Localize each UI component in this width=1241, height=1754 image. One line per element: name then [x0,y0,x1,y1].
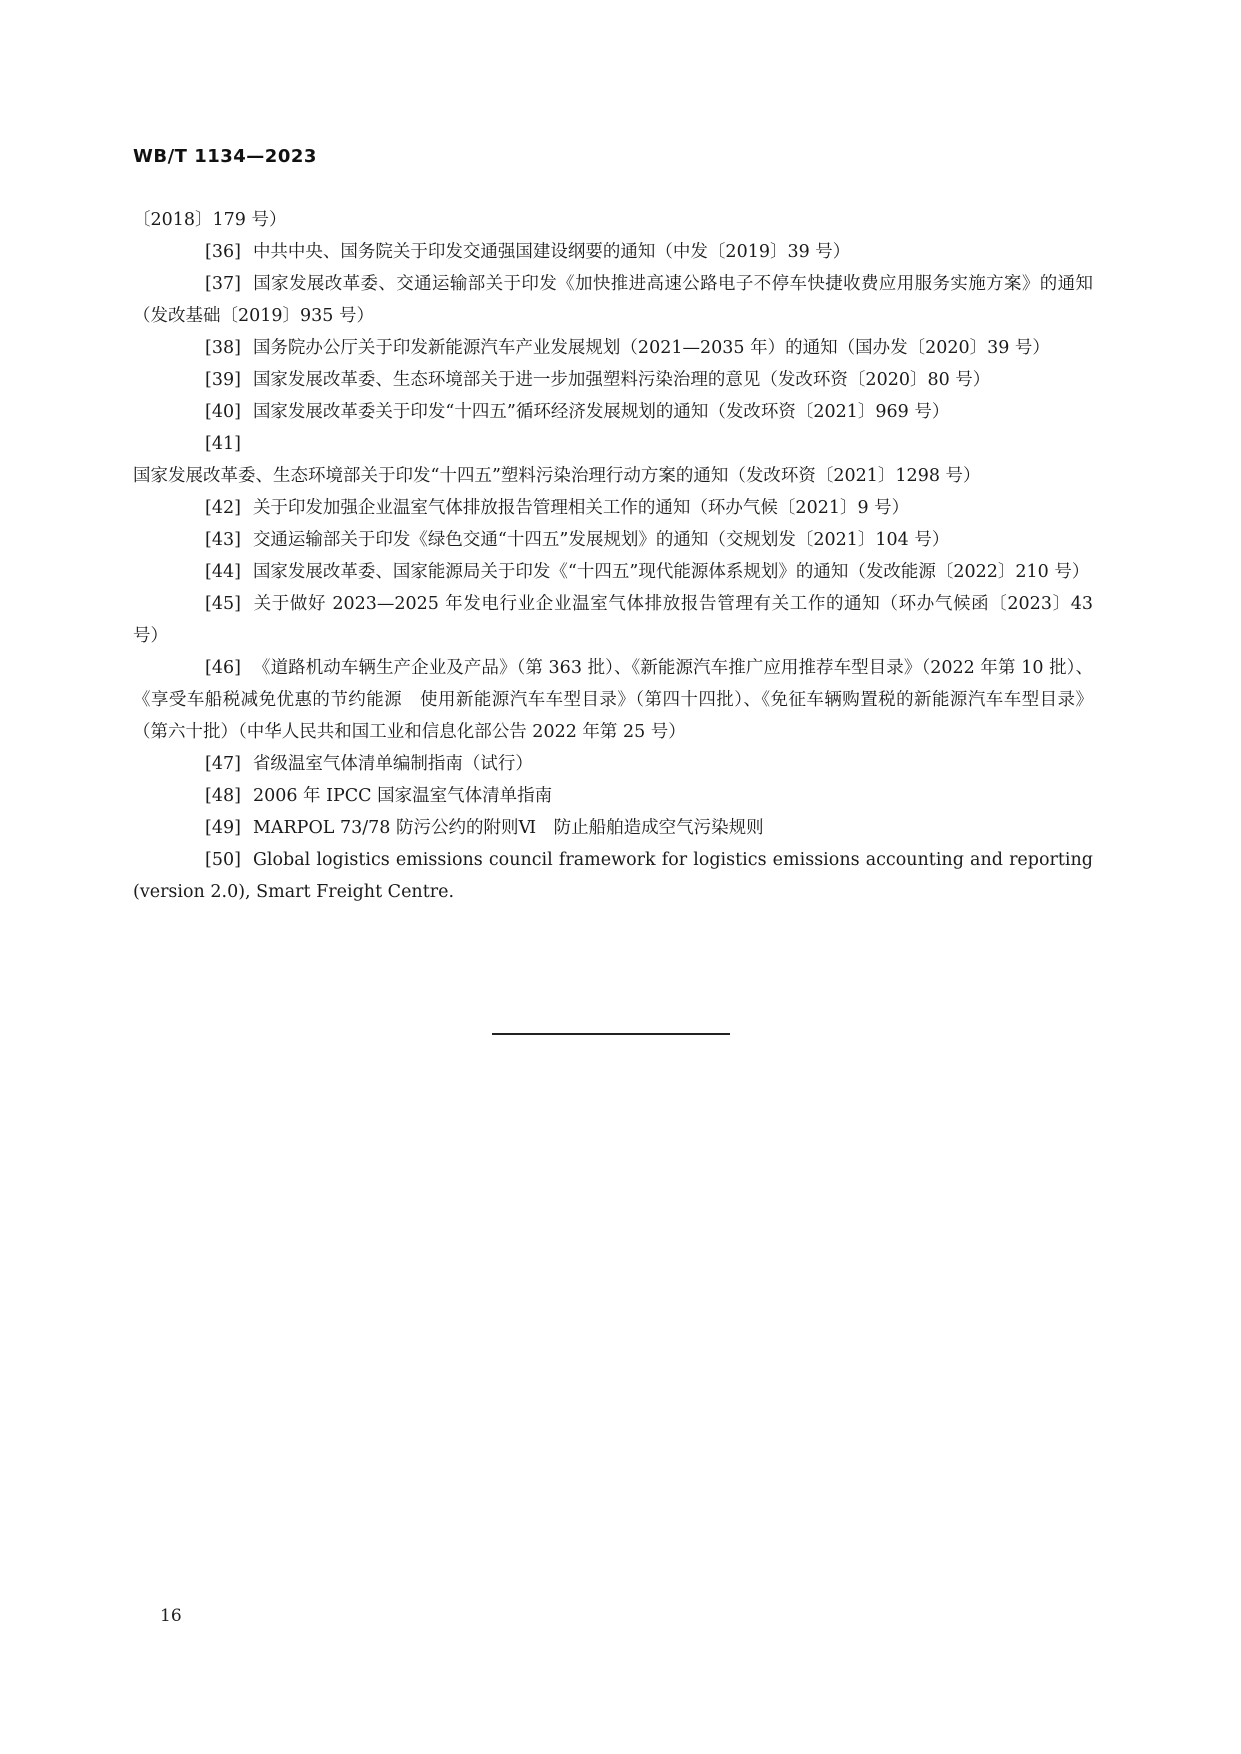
reference-list [133,204,1093,908]
reference-text: 国家发展改革委、交通运输部关于印发《加快推进高速公路电子不停车快捷收费应用服务实施方案》的通知（发改基础〔2019〕935 号） [133,274,1093,326]
reference-item [133,332,1093,364]
reference-text: 中共中央、国务院关于印发交通强国建设纲要的通知（中发〔2019〕39 号） [252,242,851,262]
reference-number: [37] [205,274,241,294]
reference-text: Global logistics emissions council framework for logistics emissions accounting and reporting (version 2.0), Smart Freight Centre. [133,850,1093,902]
reference-text: 关于做好 2023—2025 年发电行业企业温室气体排放报告管理有关工作的通知（环办气候函〔2023〕43 号） [133,594,1093,646]
reference-text: 交通运输部关于印发《绿色交通“十四五”发展规划》的通知（交规划发〔2021〕104 号） [252,530,950,550]
reference-item [133,268,1093,332]
reference-item [133,812,1093,844]
reference-text: 关于印发加强企业温室气体排放报告管理相关工作的通知（环办气候〔2021〕9 号） [252,498,910,518]
continued-reference-fragment: 〔2018〕179 号） [133,210,287,230]
reference-item [133,364,1093,396]
reference-text: 国家发展改革委关于印发“十四五”循环经济发展规划的通知（发改环资〔2021〕969 号） [252,402,950,422]
reference-text: 省级温室气体清单编制指南（试行） [252,754,533,774]
reference-number: [44] [205,562,241,582]
reference-item [133,236,1093,268]
reference-item [133,844,1093,908]
reference-text: 2006 年 IPCC 国家温室气体清单指南 [252,786,553,806]
reference-text: 国家发展改革委、国家能源局关于印发《“十四五”现代能源体系规划》的通知（发改能源〔2022〕210 号） [252,562,1090,582]
reference-item [133,652,1093,748]
reference-number: [43] [205,530,241,550]
reference-number: [38] [205,338,241,358]
reference-number: [48] [205,786,241,806]
reference-number: [42] [205,498,241,518]
reference-number: [41] [205,434,241,454]
reference-item [133,492,1093,524]
reference-text: MARPOL 73/78 防污公约的附则Ⅵ 防止船舶造成空气污染规则 [252,818,764,838]
reference-text: 国家发展改革委、生态环境部关于进一步加强塑料污染治理的意见（发改环资〔2020〕80 号） [252,370,991,390]
reference-text: 国务院办公厅关于印发新能源汽车产业发展规划（2021—2035 年）的通知（国办发〔2020〕39 号） [252,338,1050,358]
reference-number: [49] [205,818,241,838]
reference-text: 国家发展改革委、生态环境部关于印发“十四五”塑料污染治理行动方案的通知（发改环资〔2021〕1298 号） [133,466,981,486]
reference-item [133,780,1093,812]
standard-code-header: WB/T 1134—2023 [133,146,317,167]
reference-number: [36] [205,242,241,262]
reference-number: [47] [205,754,241,774]
reference-number: [45] [205,594,241,614]
reference-item [133,748,1093,780]
end-of-document-rule [492,1033,730,1035]
reference-number: [46] [205,658,241,678]
reference-item [133,428,1093,492]
reference-item [133,396,1093,428]
reference-number: [40] [205,402,241,422]
reference-text: 《道路机动车辆生产企业及产品》（第 363 批）、《新能源汽车推广应用推荐车型目录》（2022 年第 10 批）、《享受车船税减免优惠的节约能源 使用新能源汽车车型目录》（第四十四批）、《免征车辆购置税的新能源汽车车型目录》（第六十批）（中华人民共和国工业和信息化部公告 2022 年第 25 号） [133,658,1093,742]
reference-item [133,556,1093,588]
reference-number: [50] [205,850,241,870]
reference-number: [39] [205,370,241,390]
reference-item [133,524,1093,556]
page-number: 16 [160,1606,182,1626]
reference-item [133,588,1093,652]
